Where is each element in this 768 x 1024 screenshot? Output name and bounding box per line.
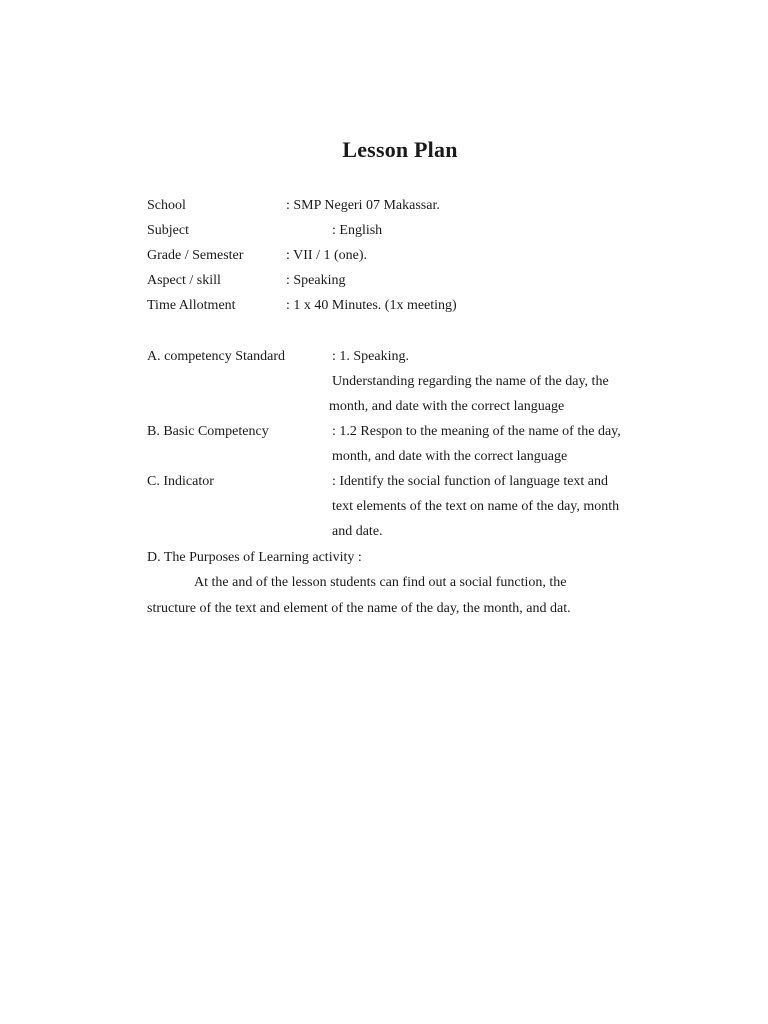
- indicator-line: and date.: [332, 524, 383, 539]
- grade-semester-label: Grade / Semester: [147, 248, 244, 263]
- competency-standard-line: Understanding regarding the name of the day, the: [332, 374, 609, 389]
- purposes-paragraph-line: At the and of the lesson students can find out a social function, the: [194, 575, 567, 590]
- subject-label: Subject: [147, 223, 189, 238]
- school-value: : SMP Negeri 07 Makassar.: [286, 198, 440, 213]
- aspect-skill-label: Aspect / skill: [147, 273, 221, 288]
- purposes-paragraph-line: structure of the text and element of the name of the day, the month, and dat.: [147, 601, 571, 616]
- basic-competency-line: month, and date with the correct language: [332, 449, 568, 464]
- page-title: Lesson Plan: [342, 137, 458, 162]
- basic-competency-label: B. Basic Competency: [147, 424, 269, 439]
- time-allotment-value: : 1 x 40 Minutes. (1x meeting): [286, 298, 457, 313]
- indicator-line: : Identify the social function of language text and: [332, 474, 609, 489]
- competency-standard-line: : 1. Speaking.: [332, 349, 409, 364]
- indicator-label: C. Indicator: [147, 474, 214, 489]
- grade-semester-value: : VII / 1 (one).: [286, 248, 367, 263]
- basic-competency-line: : 1.2 Respon to the meaning of the name of the day,: [332, 424, 621, 439]
- time-allotment-label: Time Allotment: [147, 298, 236, 313]
- subject-value: : English: [332, 223, 383, 238]
- competency-standard-label: A. competency Standard: [147, 349, 286, 364]
- indicator-line: text elements of the text on name of the day, month: [332, 499, 620, 514]
- competency-standard-line: month, and date with the correct language: [329, 399, 565, 414]
- purposes-label: D. The Purposes of Learning activity :: [147, 550, 362, 565]
- aspect-skill-value: : Speaking: [286, 273, 346, 288]
- school-label: School: [147, 198, 186, 213]
